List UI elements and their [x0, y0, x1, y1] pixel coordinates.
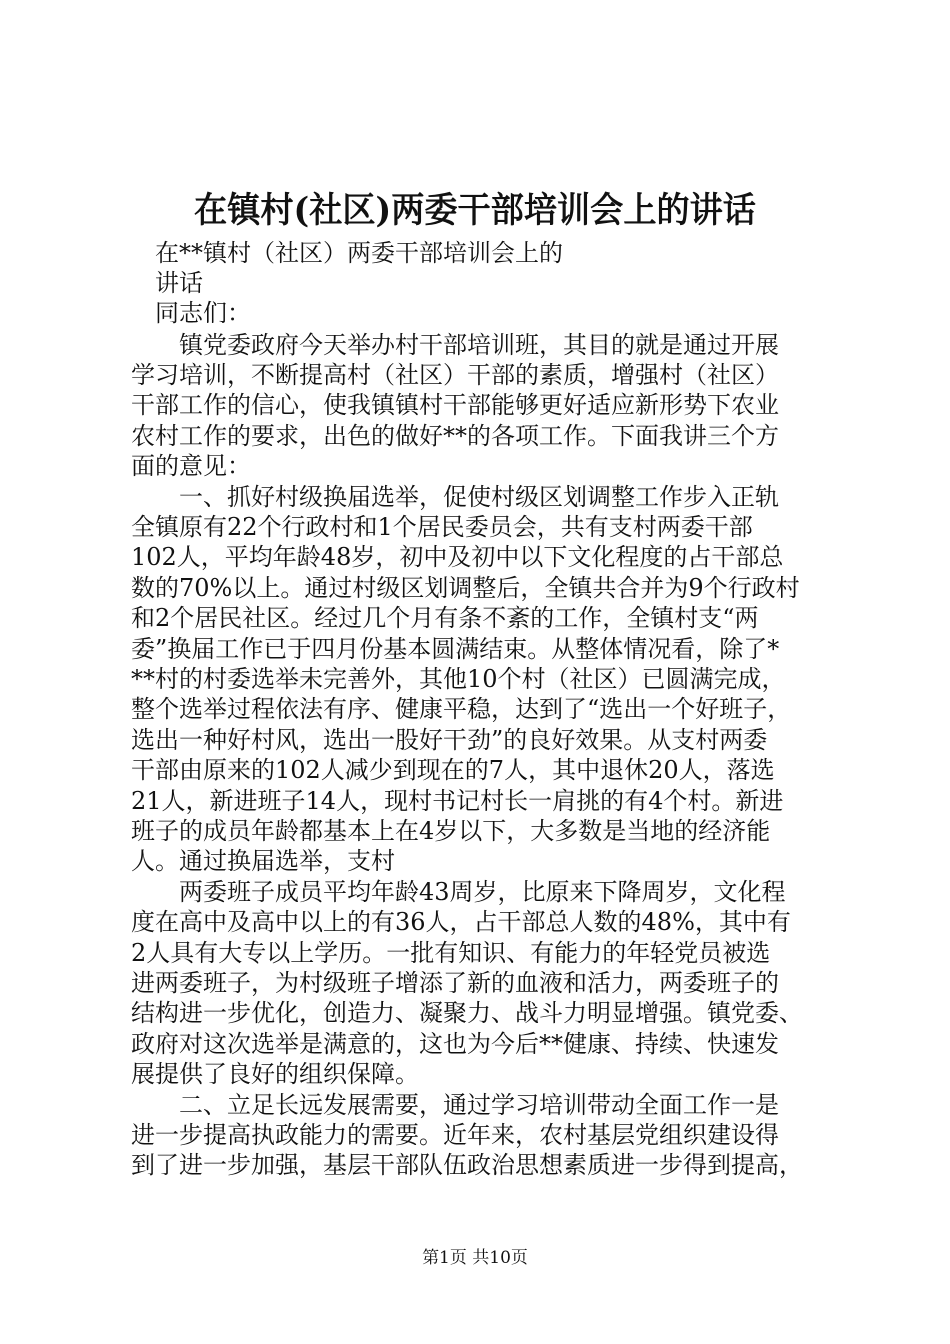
body-line: 102人，平均年龄48岁，初中及初中以下文化程度的占干部总: [131, 543, 784, 571]
body-line: 展提供了良好的组织保障。: [131, 1060, 419, 1088]
body-line: 农村工作的要求，出色的做好**的各项工作。下面我讲三个方: [131, 422, 779, 450]
document-title: 在镇村(社区)两委干部培训会上的讲话: [194, 190, 756, 231]
body-line: 干部由原来的102人减少到现在的7人，其中退休20人，落选: [131, 756, 775, 784]
body-line: **村的村委选举未完善外，其他10个村（社区）已圆满完成，: [131, 665, 786, 693]
body-line: 镇党委政府今天举办村干部培训班，其目的就是通过开展: [131, 331, 779, 359]
body-line: 讲话: [131, 269, 203, 297]
body-line: 在**镇村（社区）两委干部培训会上的: [131, 239, 563, 267]
body-line: 一、抓好村级换届选举，促使村级区划调整工作步入正轨: [131, 483, 779, 511]
body-line: 全镇原有22个行政村和1个居民委员会，共有支村两委干部: [131, 513, 753, 541]
body-line: 整个选举过程依法有序、健康平稳，达到了“选出一个好班子，: [131, 695, 792, 723]
body-line: 到了进一步加强，基层干部队伍政治思想素质进一步得到提高，: [131, 1151, 803, 1179]
body-line: 结构进一步优化，创造力、凝聚力、战斗力明显增强。镇党委、: [131, 999, 803, 1027]
body-line: 两委班子成员平均年龄43周岁，比原来下降周岁，文化程: [131, 878, 786, 906]
body-line: 选出一种好村风，选出一股好干劲”的良好效果。从支村两委: [131, 726, 768, 754]
body-line: 政府对这次选举是满意的，这也为今后**健康、持续、快速发: [131, 1030, 779, 1058]
body-line: 21人，新进班子14人，现村书记村长一肩挑的有4个村。新进: [131, 787, 784, 815]
body-line: 和2个居民社区。经过几个月有条不紊的工作，全镇村支“两: [131, 604, 759, 632]
body-line: 面的意见：: [131, 452, 251, 480]
body-line: 同志们：: [131, 299, 251, 327]
body-line: 度在高中及高中以上的有36人，占干部总人数的48%，其中有: [131, 908, 791, 936]
body-line: 班子的成员年龄都基本上在4岁以下，大多数是当地的经济能: [131, 817, 771, 845]
body-line: 干部工作的信心，使我镇镇村干部能够更好适应新形势下农业: [131, 391, 779, 419]
body-line: 人。通过换届选举，支村: [131, 847, 395, 875]
body-line: 进一步提高执政能力的需要。近年来，农村基层党组织建设得: [131, 1121, 779, 1149]
body-line: 进两委班子，为村级班子增添了新的血液和活力，两委班子的: [131, 969, 779, 997]
body-line: 2人具有大专以上学历。一批有知识、有能力的年轻党员被选: [131, 939, 771, 967]
body-line: 数的70%以上。通过村级区划调整后，全镇共合并为9个行政村: [131, 574, 800, 602]
body-line: 学习培训，不断提高村（社区）干部的素质，增强村（社区）: [131, 361, 779, 389]
page-footer: 第1页 共10页: [422, 1248, 528, 1268]
body-line: 二、立足长远发展需要，通过学习培训带动全面工作一是: [131, 1091, 779, 1119]
body-line: 委”换届工作已于四月份基本圆满结束。从整体情况看，除了*: [131, 635, 780, 663]
